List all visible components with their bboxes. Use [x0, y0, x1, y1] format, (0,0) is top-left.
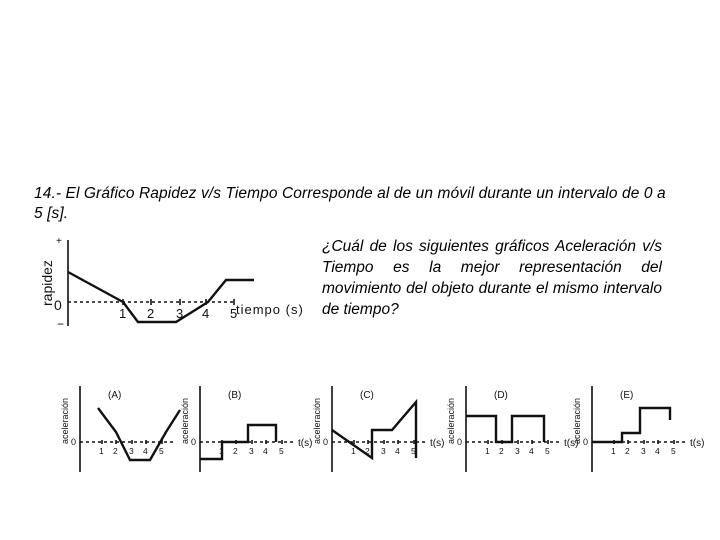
option-graph-d[interactable]: [444, 380, 584, 480]
minus-sign: −: [57, 317, 65, 331]
tick-label: 2: [625, 446, 630, 456]
tick-label: 3: [129, 446, 134, 456]
x-axis-label: t(s): [430, 438, 445, 449]
option-label: (E): [620, 390, 634, 401]
acceleration-curve: [332, 402, 416, 458]
tick-label: 2: [113, 446, 118, 456]
option-graph-e[interactable]: [570, 380, 710, 480]
x-axis-label: tiempo (s): [236, 302, 304, 317]
plus-sign: +: [56, 236, 62, 247]
tick-label: 1: [351, 446, 356, 456]
y-axis-label: aceleración: [312, 397, 322, 444]
option-label: (A): [108, 390, 122, 401]
zero-label: 0: [191, 437, 197, 447]
zero-label: 0: [323, 437, 329, 447]
tick-label: 1: [485, 446, 490, 456]
option-graph-c[interactable]: [310, 380, 450, 480]
tick-label: 4: [263, 446, 268, 456]
tick-label: 5: [671, 446, 676, 456]
tick-label: 2: [499, 446, 504, 456]
y-axis-label: rapidez: [39, 260, 55, 306]
tick-label: 1: [99, 446, 104, 456]
tick-label: 1: [119, 306, 127, 321]
y-axis-label: aceleración: [180, 397, 190, 444]
option-graph-a[interactable]: [58, 380, 198, 480]
tick-label: 5: [545, 446, 550, 456]
tick-label: 3: [249, 446, 254, 456]
tick-label: 3: [381, 446, 386, 456]
acceleration-curve: [466, 416, 544, 442]
tick-label: 4: [655, 446, 660, 456]
tick-label: 4: [143, 446, 148, 456]
tick-label: 3: [515, 446, 520, 456]
y-axis-label: aceleración: [572, 397, 582, 444]
y-axis-label: aceleración: [446, 397, 456, 444]
x-axis-label: t(s): [690, 438, 705, 449]
acceleration-curve: [592, 408, 670, 442]
tick-label: 5: [230, 306, 238, 321]
acceleration-curve: [98, 408, 180, 460]
tick-label: 2: [233, 446, 238, 456]
zero-label: 0: [54, 297, 62, 313]
y-axis-label: aceleración: [60, 397, 70, 444]
tick-label: 3: [176, 306, 184, 321]
tick-label: 5: [411, 446, 416, 456]
tick-label: 2: [147, 306, 155, 321]
tick-label: 3: [641, 446, 646, 456]
option-graph-b[interactable]: [178, 380, 318, 480]
tick-label: 5: [279, 446, 284, 456]
tick-label: 4: [529, 446, 534, 456]
speed-curve: [68, 272, 254, 322]
tick-label: 5: [159, 446, 164, 456]
zero-label: 0: [457, 437, 463, 447]
option-label: (B): [228, 390, 242, 401]
question-title: 14.- El Gráfico Rapidez v/s Tiempo Corresponde al de un móvil durante un intervalo de 0 a 5 [s].: [34, 185, 666, 222]
x-axis-label: t(s): [298, 438, 313, 449]
tick-label: 4: [202, 306, 210, 321]
option-label: (D): [494, 390, 508, 401]
zero-label: 0: [583, 437, 589, 447]
tick-label: 4: [395, 446, 400, 456]
option-label: (C): [360, 390, 374, 401]
zero-label: 0: [71, 437, 77, 447]
x-axis-label: t(s): [564, 438, 579, 449]
main-speed-graph: [30, 232, 320, 332]
tick-label: 2: [365, 446, 370, 456]
tick-label: 1: [219, 446, 224, 456]
tick-label: 1: [611, 446, 616, 456]
question-prompt: ¿Cuál de los siguientes gráficos Aceleración v/s Tiempo es la mejor representación del movimiento del objeto durante el mismo intervalo de tiempo?: [322, 238, 662, 318]
